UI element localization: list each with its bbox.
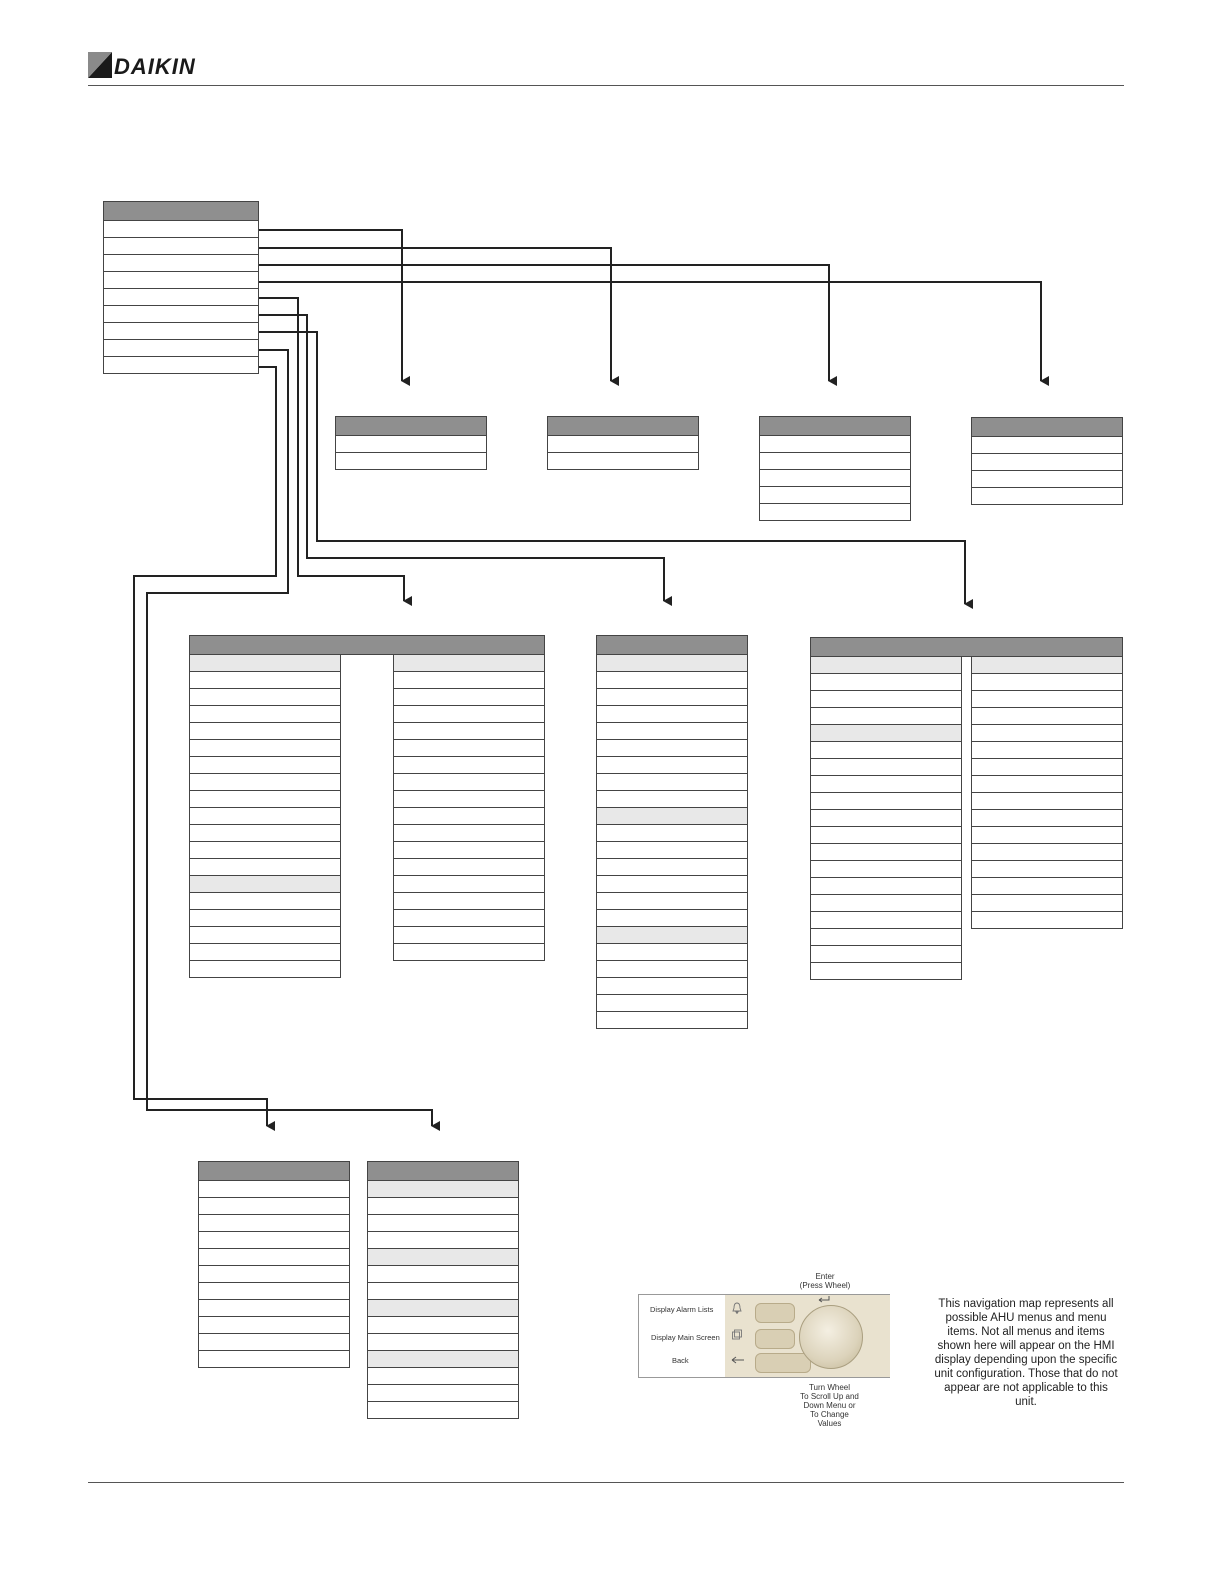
menu-item[interactable] — [811, 929, 961, 946]
menu-item[interactable] — [190, 774, 340, 791]
menu-item[interactable] — [394, 791, 544, 808]
menu-item[interactable] — [597, 825, 747, 842]
main-menu-item[interactable] — [104, 221, 258, 238]
wheel-caption-line: To Scroll Up and — [800, 1392, 859, 1401]
wheel-caption-line: Turn Wheel — [808, 1383, 851, 1392]
submenu-3 — [759, 416, 911, 521]
menu-item[interactable] — [972, 725, 1122, 742]
menu-item[interactable] — [394, 774, 544, 791]
menu-item[interactable] — [394, 944, 544, 961]
main-menu — [103, 201, 259, 374]
menu-subheading — [811, 657, 961, 674]
menu-item[interactable] — [190, 910, 340, 927]
menu-subheading — [190, 655, 340, 672]
menu-item[interactable] — [972, 776, 1122, 793]
submenu-header — [548, 416, 698, 436]
menu-item[interactable] — [190, 961, 340, 978]
submenu-4 — [971, 417, 1123, 505]
menu-item[interactable] — [972, 674, 1122, 691]
menu-item[interactable] — [597, 757, 747, 774]
wheel-caption — [792, 1383, 867, 1428]
menu-item[interactable] — [336, 436, 486, 453]
submenu-header — [336, 416, 486, 436]
menu-item[interactable] — [972, 878, 1122, 895]
menu-item[interactable] — [597, 842, 747, 859]
submenu-header — [190, 635, 544, 655]
bell-icon — [731, 1302, 743, 1314]
menu-item[interactable] — [597, 859, 747, 876]
screen-icon — [731, 1329, 743, 1341]
menu-item[interactable] — [368, 1317, 518, 1334]
menu-item[interactable] — [760, 453, 910, 470]
alarm-list-button[interactable] — [755, 1303, 795, 1323]
menu-item[interactable] — [199, 1334, 349, 1351]
menu-item[interactable] — [199, 1266, 349, 1283]
menu-item[interactable] — [394, 757, 544, 774]
menu-item[interactable] — [190, 706, 340, 723]
menu-subheading — [597, 927, 747, 944]
menu-item[interactable] — [760, 436, 910, 453]
menu-item[interactable] — [972, 454, 1122, 471]
submenu-1 — [335, 416, 487, 470]
menu-item[interactable] — [368, 1283, 518, 1300]
menu-item[interactable] — [368, 1402, 518, 1419]
menu-item[interactable] — [368, 1215, 518, 1232]
menu-item[interactable] — [597, 995, 747, 1012]
menu-item[interactable] — [972, 437, 1122, 454]
menu-item[interactable] — [972, 844, 1122, 861]
submenu-5-header — [189, 635, 545, 655]
menu-item[interactable] — [190, 723, 340, 740]
menu-item[interactable] — [199, 1232, 349, 1249]
menu-item[interactable] — [190, 740, 340, 757]
menu-item[interactable] — [597, 706, 747, 723]
menu-item[interactable] — [597, 791, 747, 808]
enter-caption — [790, 1272, 860, 1290]
menu-item[interactable] — [394, 672, 544, 689]
menu-item[interactable] — [597, 944, 747, 961]
menu-item[interactable] — [368, 1198, 518, 1215]
main-menu-item[interactable] — [104, 323, 258, 340]
main-menu-item[interactable] — [104, 289, 258, 306]
menu-item[interactable] — [972, 471, 1122, 488]
menu-item[interactable] — [972, 793, 1122, 810]
menu-item[interactable] — [190, 927, 340, 944]
submenu-7-column-a — [810, 657, 962, 980]
menu-item[interactable] — [811, 810, 961, 827]
menu-item[interactable] — [811, 963, 961, 980]
link-menu-4 — [259, 282, 1041, 381]
menu-item[interactable] — [811, 793, 961, 810]
menu-item[interactable] — [199, 1351, 349, 1368]
menu-item[interactable] — [394, 825, 544, 842]
menu-item[interactable] — [811, 708, 961, 725]
menu-item[interactable] — [190, 757, 340, 774]
menu-item[interactable] — [811, 674, 961, 691]
menu-item[interactable] — [199, 1317, 349, 1334]
submenu-header — [972, 417, 1122, 437]
menu-item[interactable] — [597, 723, 747, 740]
menu-item[interactable] — [394, 689, 544, 706]
menu-item[interactable] — [811, 861, 961, 878]
menu-item[interactable] — [190, 944, 340, 961]
menu-item[interactable] — [394, 859, 544, 876]
enter-caption-line: Enter — [815, 1272, 835, 1281]
main-menu-item[interactable] — [104, 340, 258, 357]
menu-item[interactable] — [368, 1232, 518, 1249]
menu-item[interactable] — [394, 876, 544, 893]
menu-subheading — [368, 1249, 518, 1266]
menu-item[interactable] — [394, 910, 544, 927]
submenu-header — [597, 635, 747, 655]
menu-item[interactable] — [597, 774, 747, 791]
brand-name: DAIKIN — [114, 54, 196, 79]
menu-item[interactable] — [972, 827, 1122, 844]
submenu-header — [368, 1161, 518, 1181]
menu-item[interactable] — [972, 759, 1122, 776]
menu-subheading — [368, 1181, 518, 1198]
menu-subheading — [368, 1351, 518, 1368]
menu-item[interactable] — [972, 488, 1122, 505]
menu-item[interactable] — [811, 895, 961, 912]
menu-item[interactable] — [760, 504, 910, 521]
menu-item[interactable] — [368, 1334, 518, 1351]
submenu-7-column-b — [971, 657, 1123, 929]
main-screen-label: Display Main Screen — [651, 1333, 720, 1342]
navigation-wheel[interactable] — [799, 1305, 863, 1369]
menu-subheading — [190, 876, 340, 893]
wheel-caption-line: To Change — [810, 1410, 849, 1419]
menu-item[interactable] — [597, 893, 747, 910]
menu-item[interactable] — [597, 961, 747, 978]
menu-item[interactable] — [811, 827, 961, 844]
menu-item[interactable] — [811, 742, 961, 759]
menu-item[interactable] — [190, 672, 340, 689]
menu-item[interactable] — [368, 1266, 518, 1283]
main-menu-item[interactable] — [104, 238, 258, 255]
menu-item[interactable] — [394, 893, 544, 910]
menu-item[interactable] — [336, 453, 486, 470]
menu-item[interactable] — [394, 808, 544, 825]
hmi-panel — [638, 1294, 890, 1378]
enter-caption-line: (Press Wheel) — [799, 1281, 851, 1290]
menu-item[interactable] — [190, 808, 340, 825]
main-menu-item[interactable] — [104, 255, 258, 272]
submenu-5-column-b — [393, 655, 545, 961]
menu-subheading — [597, 808, 747, 825]
menu-subheading — [811, 725, 961, 742]
menu-item[interactable] — [199, 1283, 349, 1300]
menu-item[interactable] — [190, 859, 340, 876]
menu-item[interactable] — [760, 470, 910, 487]
menu-item[interactable] — [368, 1368, 518, 1385]
back-button[interactable] — [755, 1353, 811, 1373]
menu-item[interactable] — [597, 978, 747, 995]
menu-item[interactable] — [190, 791, 340, 808]
menu-item[interactable] — [597, 876, 747, 893]
main-screen-button[interactable] — [755, 1329, 795, 1349]
back-label: Back — [672, 1356, 689, 1365]
main-menu-item[interactable] — [104, 357, 258, 374]
menu-item[interactable] — [394, 842, 544, 859]
menu-item[interactable] — [597, 740, 747, 757]
menu-item[interactable] — [199, 1300, 349, 1317]
submenu-6 — [596, 635, 748, 1029]
back-arrow-icon — [731, 1355, 745, 1365]
menu-item[interactable] — [190, 689, 340, 706]
menu-item[interactable] — [190, 893, 340, 910]
menu-item[interactable] — [368, 1385, 518, 1402]
menu-subheading — [597, 655, 747, 672]
menu-item[interactable] — [811, 878, 961, 895]
menu-item[interactable] — [972, 742, 1122, 759]
menu-item[interactable] — [811, 776, 961, 793]
submenu-header — [760, 416, 910, 436]
menu-item[interactable] — [199, 1181, 349, 1198]
alarm-list-label: Display Alarm Lists — [650, 1305, 714, 1314]
menu-item[interactable] — [811, 912, 961, 929]
menu-item[interactable] — [760, 487, 910, 504]
menu-item[interactable] — [597, 672, 747, 689]
menu-subheading — [972, 657, 1122, 674]
menu-item[interactable] — [811, 759, 961, 776]
menu-item[interactable] — [811, 946, 961, 963]
menu-item[interactable] — [597, 689, 747, 706]
menu-item[interactable] — [972, 861, 1122, 878]
wheel-caption-line: Down Menu or — [803, 1401, 856, 1410]
menu-item[interactable] — [548, 436, 698, 453]
wheel-caption-line: Values — [817, 1419, 842, 1428]
menu-item[interactable] — [394, 723, 544, 740]
submenu-header — [811, 637, 1122, 657]
menu-item[interactable] — [972, 691, 1122, 708]
main-menu-item[interactable] — [104, 306, 258, 323]
menu-item[interactable] — [811, 844, 961, 861]
link-menu-1 — [259, 230, 402, 381]
menu-item[interactable] — [548, 453, 698, 470]
submenu-8 — [198, 1161, 350, 1368]
menu-item[interactable] — [597, 910, 747, 927]
menu-item[interactable] — [972, 810, 1122, 827]
menu-item[interactable] — [597, 1012, 747, 1029]
menu-subheading — [394, 655, 544, 672]
menu-item[interactable] — [199, 1198, 349, 1215]
navigation-map-note: This navigation map represents all possible AHU menus and menu items. Not all menus and items shown here will appear on the HMI display depending upon the specific unit configuration. Those that do not appear are not applicable to this unit. — [934, 1298, 1118, 1408]
main-menu-item[interactable] — [104, 272, 258, 289]
link-menu-2 — [259, 248, 611, 381]
submenu-5-column-a — [189, 655, 341, 978]
menu-item[interactable] — [972, 912, 1122, 929]
submenu-9 — [367, 1161, 519, 1419]
submenu-2 — [547, 416, 699, 470]
submenu-header — [199, 1161, 349, 1181]
menu-item[interactable] — [972, 895, 1122, 912]
menu-item[interactable] — [394, 740, 544, 757]
submenu-7-header — [810, 637, 1123, 657]
enter-icon — [817, 1295, 831, 1303]
menu-item[interactable] — [199, 1249, 349, 1266]
menu-item[interactable] — [199, 1215, 349, 1232]
menu-item[interactable] — [394, 927, 544, 944]
menu-item[interactable] — [190, 825, 340, 842]
menu-item[interactable] — [190, 842, 340, 859]
menu-item[interactable] — [972, 708, 1122, 725]
menu-item[interactable] — [811, 691, 961, 708]
menu-item[interactable] — [394, 706, 544, 723]
main-menu-header — [104, 201, 258, 221]
menu-subheading — [368, 1300, 518, 1317]
